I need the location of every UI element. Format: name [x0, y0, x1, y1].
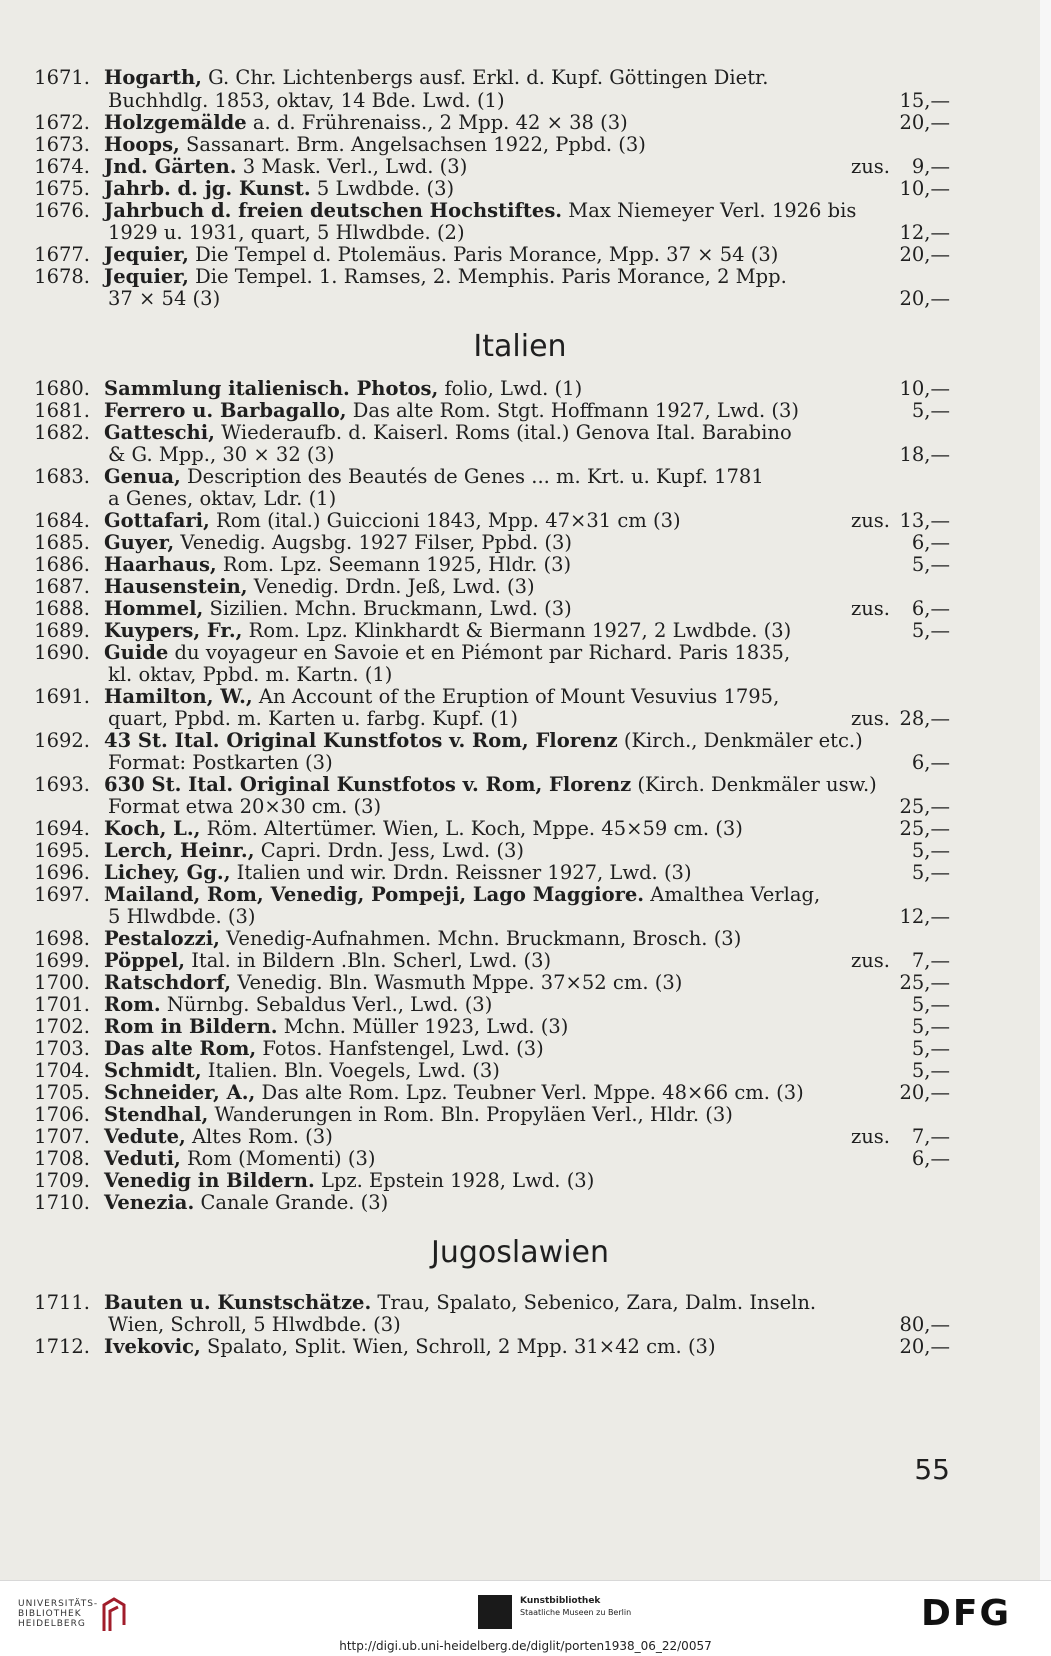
entry-text — [104, 155, 467, 178]
catalog-entry — [0, 1191, 1040, 1214]
entry-price: 13,— — [899, 509, 950, 532]
entry-number: 1682. — [34, 421, 90, 444]
entry-price: 6,— — [911, 597, 950, 620]
entry-number: 1709. — [34, 1169, 90, 1192]
entry-description: Spalato, Split. Wien, Schroll, 2 Mpp. 31×42 cm. (3) — [200, 1335, 716, 1358]
entry-number: 1688. — [34, 597, 90, 620]
entry-text — [104, 1335, 716, 1358]
catalog-entry — [0, 949, 1040, 972]
catalog-entry-continuation — [0, 487, 1040, 510]
ub-line-1: UNIVERSITÄTS- — [18, 1599, 99, 1609]
entry-description: 3 Mask. Verl., Lwd. (3) — [236, 155, 468, 178]
entry-text — [104, 1015, 568, 1038]
entry-name: Das alte Rom, — [104, 1037, 257, 1060]
entry-description: 1929 u. 1931, quart, 5 Hlwdbde. (2) — [108, 221, 465, 244]
catalog-entry — [0, 1147, 1040, 1170]
entry-number: 1707. — [34, 1125, 90, 1148]
entry-name: Ratschdorf, — [104, 971, 231, 994]
entry-price: 15,— — [899, 89, 950, 112]
entry-name: Hamilton, W., — [104, 685, 253, 708]
entry-description: Das alte Rom. Stgt. Hoffmann 1927, Lwd. (3) — [346, 399, 800, 422]
entry-name: Kuypers, Fr., — [104, 619, 243, 642]
entry-number: 1678. — [34, 265, 90, 288]
entry-description: kl. oktav, Ppbd. m. Kartn. (1) — [108, 663, 393, 686]
entry-name: Pestalozzi, — [104, 927, 220, 950]
entry-description: Venedig. Augsbg. 1927 Filser, Ppbd. (3) — [174, 531, 572, 554]
entry-description: Canale Grande. (3) — [194, 1191, 389, 1214]
catalog-entry — [0, 641, 1040, 664]
entry-text — [108, 487, 336, 510]
catalog-entry — [0, 111, 1040, 134]
entry-description: Wiederaufb. d. Kaiserl. Roms (ital.) Genova Ital. Barabino — [214, 421, 792, 444]
entry-text — [104, 729, 863, 752]
entry-price: 25,— — [899, 817, 950, 840]
catalog-entry — [0, 685, 1040, 708]
entry-name: Gatteschi, — [104, 421, 215, 444]
entry-name: Guide — [104, 641, 169, 664]
entry-text — [104, 1103, 733, 1126]
entry-text — [108, 707, 518, 730]
entry-description: a Genes, oktav, Ldr. (1) — [108, 487, 337, 510]
entry-description: Mchn. Müller 1923, Lwd. (3) — [277, 1015, 569, 1038]
entry-name: Ivekovic, — [104, 1335, 201, 1358]
entry-description: Fotos. Hanfstengel, Lwd. (3) — [256, 1037, 544, 1060]
entry-text — [104, 1147, 375, 1170]
ub-line-3: HEIDELBERG — [18, 1619, 86, 1629]
entry-description: 37 × 54 (3) — [108, 287, 221, 310]
entry-price: 7,— — [911, 949, 950, 972]
entry-text — [104, 575, 535, 598]
entry-price: 20,— — [899, 111, 950, 134]
entry-text — [104, 619, 791, 642]
source-url[interactable]: http://digi.ub.uni-heidelberg.de/diglit/porten1938_06_22/0057 — [0, 1636, 1051, 1656]
entry-price: 5,— — [911, 1059, 950, 1082]
entry-name: Rom in Bildern. — [104, 1015, 278, 1038]
catalog-entry — [0, 553, 1040, 576]
entry-text — [104, 243, 778, 266]
entry-description: Wien, Schroll, 5 Hlwdbde. (3) — [108, 1313, 401, 1336]
entry-text — [104, 641, 790, 664]
catalog-entry — [0, 927, 1040, 950]
footer-bar — [0, 1580, 1051, 1637]
entry-description: Die Tempel. 1. Ramses, 2. Memphis. Paris Morance, 2 Mpp. — [188, 265, 787, 288]
entry-name: Genua, — [104, 465, 181, 488]
entry-text — [104, 465, 764, 488]
entry-description: Amalthea Verlag, — [644, 883, 821, 906]
catalog-entry — [0, 817, 1040, 840]
entry-name: Holzgemälde — [104, 111, 247, 134]
ub-heidelberg-logo-icon — [100, 1595, 128, 1635]
entry-text — [108, 1313, 401, 1336]
entry-name: Hoops, — [104, 133, 180, 156]
entry-description: Italien. Bln. Voegels, Lwd. (3) — [201, 1059, 500, 1082]
entry-text — [104, 927, 741, 950]
entry-description: Lpz. Epstein 1928, Lwd. (3) — [314, 1169, 595, 1192]
entry-text — [108, 663, 392, 686]
entry-description: Capri. Drdn. Jess, Lwd. (3) — [254, 839, 524, 862]
entry-number: 1704. — [34, 1059, 90, 1082]
entry-price: 12,— — [899, 221, 950, 244]
entry-price: 18,— — [899, 443, 950, 466]
catalog-entry-continuation — [0, 751, 1040, 774]
entry-number: 1700. — [34, 971, 90, 994]
entry-number: 1699. — [34, 949, 90, 972]
entry-number: 1675. — [34, 177, 90, 200]
entry-number: 1701. — [34, 993, 90, 1016]
entry-description: An Account of the Eruption of Mount Vesuvius 1795, — [252, 685, 780, 708]
entry-description: Description des Beautés de Genes ... m. Krt. u. Kupf. 1781 — [180, 465, 764, 488]
entry-name: Mailand, Rom, Venedig, Pompeji, Lago Maggiore. — [104, 883, 645, 906]
entry-text — [104, 177, 454, 200]
entry-number: 1696. — [34, 861, 90, 884]
entry-name: Stendhal, — [104, 1103, 209, 1126]
entry-price: 5,— — [911, 553, 950, 576]
catalog-entry-continuation — [0, 287, 1040, 310]
entry-name: Venedig in Bildern. — [104, 1169, 315, 1192]
entry-description: Trau, Spalato, Sebenico, Zara, Dalm. Inseln. — [371, 1291, 817, 1314]
catalog-entry-continuation — [0, 707, 1040, 730]
entry-description: Venedig. Bln. Wasmuth Mppe. 37×52 cm. (3) — [231, 971, 683, 994]
kb-title: Kunstbibliothek — [520, 1596, 601, 1606]
entry-name: Lichey, Gg., — [104, 861, 231, 884]
catalog-entry-continuation — [0, 905, 1040, 928]
catalog-entry — [0, 575, 1040, 598]
section-heading-italien: Italien — [473, 329, 567, 364]
entry-name: Schmidt, — [104, 1059, 202, 1082]
entry-number: 1705. — [34, 1081, 90, 1104]
entry-text — [104, 685, 779, 708]
entry-price: 80,— — [899, 1313, 950, 1336]
entry-zus-label: zus. — [850, 1125, 890, 1148]
entry-name: Venezia. — [104, 1191, 195, 1214]
entry-text — [104, 531, 572, 554]
entry-name: 43 St. Ital. Original Kunstfotos v. Rom, Florenz — [104, 729, 618, 752]
entry-price: 6,— — [911, 751, 950, 774]
catalog-entry — [0, 597, 1040, 620]
catalog-entry — [0, 1291, 1040, 1314]
entry-description: & G. Mpp., 30 × 32 (3) — [108, 443, 335, 466]
entry-number: 1686. — [34, 553, 90, 576]
entry-text — [104, 993, 492, 1016]
entry-name: Jequier, — [104, 265, 189, 288]
catalog-entry — [0, 1081, 1040, 1104]
entry-number: 1697. — [34, 883, 90, 906]
entry-number: 1683. — [34, 465, 90, 488]
entry-text — [104, 1169, 594, 1192]
entry-description: (Kirch., Denkmäler etc.) — [617, 729, 863, 752]
entry-number: 1681. — [34, 399, 90, 422]
entry-text — [104, 399, 799, 422]
entry-zus-label: zus. — [850, 949, 890, 972]
entry-number: 1672. — [34, 111, 90, 134]
entry-text — [104, 66, 768, 89]
entry-description: (Kirch. Denkmäler usw.) — [631, 773, 877, 796]
entry-name: Koch, L., — [104, 817, 201, 840]
section-heading-jugoslawien: Jugoslawien — [431, 1235, 609, 1270]
catalog-entry — [0, 861, 1040, 884]
catalog-entry-continuation — [0, 89, 1040, 112]
entry-price: 25,— — [899, 795, 950, 818]
entry-number: 1685. — [34, 531, 90, 554]
catalog-entry — [0, 199, 1040, 222]
entry-number: 1687. — [34, 575, 90, 598]
entry-name: Ferrero u. Barbagallo, — [104, 399, 347, 422]
entry-zus-label: zus. — [850, 707, 890, 730]
catalog-entry-continuation — [0, 663, 1040, 686]
catalog-entry — [0, 839, 1040, 862]
page-number: 55 — [914, 1453, 950, 1486]
entry-price: 7,— — [911, 1125, 950, 1148]
catalog-entry — [0, 509, 1040, 532]
entry-number: 1673. — [34, 133, 90, 156]
entry-description: Max Niemeyer Verl. 1926 bis — [562, 199, 857, 222]
catalog-entry — [0, 1335, 1040, 1358]
entry-description: 5 Hlwdbde. (3) — [108, 905, 256, 928]
entry-description: Rom (Momenti) (3) — [180, 1147, 376, 1170]
entry-name: Bauten u. Kunstschätze. — [104, 1291, 372, 1314]
kb-subtitle: Staatliche Museen zu Berlin — [520, 1608, 632, 1617]
entry-number: 1712. — [34, 1335, 90, 1358]
catalog-entry — [0, 971, 1040, 994]
entry-description: Format etwa 20×30 cm. (3) — [108, 795, 382, 818]
page-edge — [1040, 0, 1051, 1580]
entry-text — [108, 905, 256, 928]
entry-number: 1677. — [34, 243, 90, 266]
entry-number: 1703. — [34, 1037, 90, 1060]
entry-text — [104, 949, 551, 972]
catalog-entry — [0, 1037, 1040, 1060]
catalog-entry — [0, 1169, 1040, 1192]
entry-text — [104, 971, 682, 994]
catalog-entry — [0, 177, 1040, 200]
entry-text — [104, 883, 820, 906]
entry-text — [104, 1081, 804, 1104]
entry-description: a. d. Frührenaiss., 2 Mpp. 42 × 38 (3) — [246, 111, 628, 134]
entry-price: 28,— — [899, 707, 950, 730]
entry-number: 1692. — [34, 729, 90, 752]
entry-text — [108, 751, 333, 774]
entry-description: Venedig. Drdn. Jeß, Lwd. (3) — [247, 575, 535, 598]
entry-number: 1708. — [34, 1147, 90, 1170]
entry-name: Vedute, — [104, 1125, 186, 1148]
entry-price: 5,— — [911, 839, 950, 862]
entry-price: 20,— — [899, 287, 950, 310]
entry-description: Ital. in Bildern .Bln. Scherl, Lwd. (3) — [185, 949, 552, 972]
entry-text — [108, 795, 381, 818]
catalog-entry — [0, 993, 1040, 1016]
entry-description: G. Chr. Lichtenbergs ausf. Erkl. d. Kupf. Göttingen Dietr. — [201, 66, 769, 89]
entry-number: 1702. — [34, 1015, 90, 1038]
entry-description: du voyageur en Savoie et en Piémont par Richard. Paris 1835, — [168, 641, 791, 664]
entry-name: Haarhaus, — [104, 553, 217, 576]
catalog-entry — [0, 1103, 1040, 1126]
entry-price: 5,— — [911, 1015, 950, 1038]
entry-price: 6,— — [911, 531, 950, 554]
entry-price: 5,— — [911, 1037, 950, 1060]
dfg-logo[interactable]: DFG — [920, 1593, 1011, 1634]
entry-text — [108, 221, 465, 244]
entry-description: Wanderungen in Rom. Bln. Propyläen Verl., Hldr. (3) — [208, 1103, 733, 1126]
entry-description: Röm. Altertümer. Wien, L. Koch, Mppe. 45×59 cm. (3) — [200, 817, 743, 840]
catalog-entry-continuation — [0, 795, 1040, 818]
entry-description: Buchhdlg. 1853, oktav, 14 Bde. Lwd. (1) — [108, 89, 505, 112]
entry-number: 1694. — [34, 817, 90, 840]
catalog-entry — [0, 1125, 1040, 1148]
entry-text — [104, 553, 571, 576]
catalog-entry — [0, 133, 1040, 156]
entry-description: Format: Postkarten (3) — [108, 751, 333, 774]
entry-number: 1684. — [34, 509, 90, 532]
entry-name: Pöppel, — [104, 949, 186, 972]
entry-text — [104, 839, 524, 862]
entry-price: 5,— — [911, 399, 950, 422]
entry-text — [104, 1291, 816, 1314]
entry-text — [104, 1037, 544, 1060]
entry-description: Venedig-Aufnahmen. Mchn. Bruckmann, Brosch. (3) — [219, 927, 742, 950]
entry-description: Sizilien. Mchn. Bruckmann, Lwd. (3) — [203, 597, 572, 620]
entry-number: 1711. — [34, 1291, 90, 1314]
entry-text — [104, 1191, 388, 1214]
entry-name: Jahrbuch d. freien deutschen Hochstiftes. — [104, 199, 563, 222]
entry-name: Rom. — [104, 993, 161, 1016]
ub-line-2: BIBLIOTHEK — [18, 1609, 82, 1619]
catalog-entry — [0, 66, 1040, 89]
entry-description: quart, Ppbd. m. Karten u. farbg. Kupf. (1) — [108, 707, 518, 730]
kunstbibliothek-icon — [478, 1595, 512, 1629]
entry-number: 1710. — [34, 1191, 90, 1214]
entry-text — [104, 377, 582, 400]
entry-zus-label: zus. — [850, 509, 890, 532]
entry-text — [108, 89, 505, 112]
entry-name: Sammlung italienisch. Photos, — [104, 377, 439, 400]
catalog-entry — [0, 531, 1040, 554]
entry-name: Schneider, A., — [104, 1081, 256, 1104]
entry-text — [104, 861, 692, 884]
catalog-entry — [0, 1015, 1040, 1038]
catalog-entry — [0, 265, 1040, 288]
entry-price: 12,— — [899, 905, 950, 928]
entry-text — [104, 199, 856, 222]
entry-price: 25,— — [899, 971, 950, 994]
entry-text — [104, 817, 743, 840]
catalog-entry-continuation — [0, 1313, 1040, 1336]
catalog-entry — [0, 1059, 1040, 1082]
entry-name: Hausenstein, — [104, 575, 248, 598]
entry-number: 1691. — [34, 685, 90, 708]
entry-description: Rom (ital.) Guiccioni 1843, Mpp. 47×31 cm (3) — [209, 509, 681, 532]
entry-price: 10,— — [899, 377, 950, 400]
entry-name: Lerch, Heinr., — [104, 839, 255, 862]
entry-description: Rom. Lpz. Klinkhardt & Biermann 1927, 2 Lwdbde. (3) — [242, 619, 792, 642]
entry-name: 630 St. Ital. Original Kunstfotos v. Rom, Florenz — [104, 773, 632, 796]
entry-description: Rom. Lpz. Seemann 1925, Hldr. (3) — [216, 553, 572, 576]
entry-text — [104, 133, 646, 156]
entry-text — [108, 443, 335, 466]
entry-description: 5 Lwdbde. (3) — [310, 177, 455, 200]
entry-name: Hogarth, — [104, 66, 202, 89]
catalog-entry — [0, 243, 1040, 266]
entry-price: 5,— — [911, 619, 950, 642]
entry-price: 5,— — [911, 861, 950, 884]
entry-price: 6,— — [911, 1147, 950, 1170]
entry-text — [104, 597, 572, 620]
entry-text — [104, 421, 792, 444]
catalog-entry — [0, 465, 1040, 488]
entry-description: Das alte Rom. Lpz. Teubner Verl. Mppe. 48×66 cm. (3) — [255, 1081, 804, 1104]
entry-price: 20,— — [899, 243, 950, 266]
entry-number: 1680. — [34, 377, 90, 400]
catalog-entry — [0, 421, 1040, 444]
entry-description: Italien und wir. Drdn. Reissner 1927, Lwd. (3) — [230, 861, 692, 884]
entry-number: 1676. — [34, 199, 90, 222]
catalog-entry — [0, 729, 1040, 752]
entry-number: 1695. — [34, 839, 90, 862]
entry-description: Sassanart. Brm. Angelsachsen 1922, Ppbd. (3) — [179, 133, 646, 156]
entry-name: Jnd. Gärten. — [104, 155, 237, 178]
entry-number: 1689. — [34, 619, 90, 642]
entry-name: Gottafari, — [104, 509, 210, 532]
catalog-entry-continuation — [0, 443, 1040, 466]
entry-text — [104, 773, 877, 796]
entry-text — [104, 111, 628, 134]
entry-number: 1693. — [34, 773, 90, 796]
entry-description: folio, Lwd. (1) — [438, 377, 583, 400]
catalog-entry — [0, 399, 1040, 422]
entry-number: 1698. — [34, 927, 90, 950]
catalog-entry-continuation — [0, 221, 1040, 244]
entry-price: 10,— — [899, 177, 950, 200]
catalog-entry — [0, 773, 1040, 796]
entry-number: 1690. — [34, 641, 90, 664]
catalog-entry — [0, 155, 1040, 178]
entry-number: 1706. — [34, 1103, 90, 1126]
catalog-entry — [0, 619, 1040, 642]
entry-name: Jahrb. d. jg. Kunst. — [104, 177, 311, 200]
entry-number: 1674. — [34, 155, 90, 178]
entry-name: Jequier, — [104, 243, 189, 266]
entry-description: Altes Rom. (3) — [185, 1125, 333, 1148]
entry-number: 1671. — [34, 66, 90, 89]
entry-text — [104, 1059, 500, 1082]
ub-heidelberg-logo-text[interactable] — [18, 1599, 98, 1629]
entry-description: Nürnbg. Sebaldus Verl., Lwd. (3) — [160, 993, 493, 1016]
entry-price: 20,— — [899, 1335, 950, 1358]
entry-text — [104, 265, 787, 288]
catalog-entry — [0, 377, 1040, 400]
entry-description: Die Tempel d. Ptolemäus. Paris Morance, Mpp. 37 × 54 (3) — [188, 243, 779, 266]
catalog-entry — [0, 883, 1040, 906]
entry-name: Hommel, — [104, 597, 204, 620]
entry-zus-label: zus. — [850, 155, 890, 178]
entry-name: Guyer, — [104, 531, 175, 554]
entry-text — [104, 1125, 333, 1148]
entry-text — [108, 287, 220, 310]
entry-zus-label: zus. — [850, 597, 890, 620]
entry-name: Veduti, — [104, 1147, 181, 1170]
entry-price: 9,— — [911, 155, 950, 178]
entry-text — [104, 509, 681, 532]
entry-price: 5,— — [911, 993, 950, 1016]
entry-price: 20,— — [899, 1081, 950, 1104]
